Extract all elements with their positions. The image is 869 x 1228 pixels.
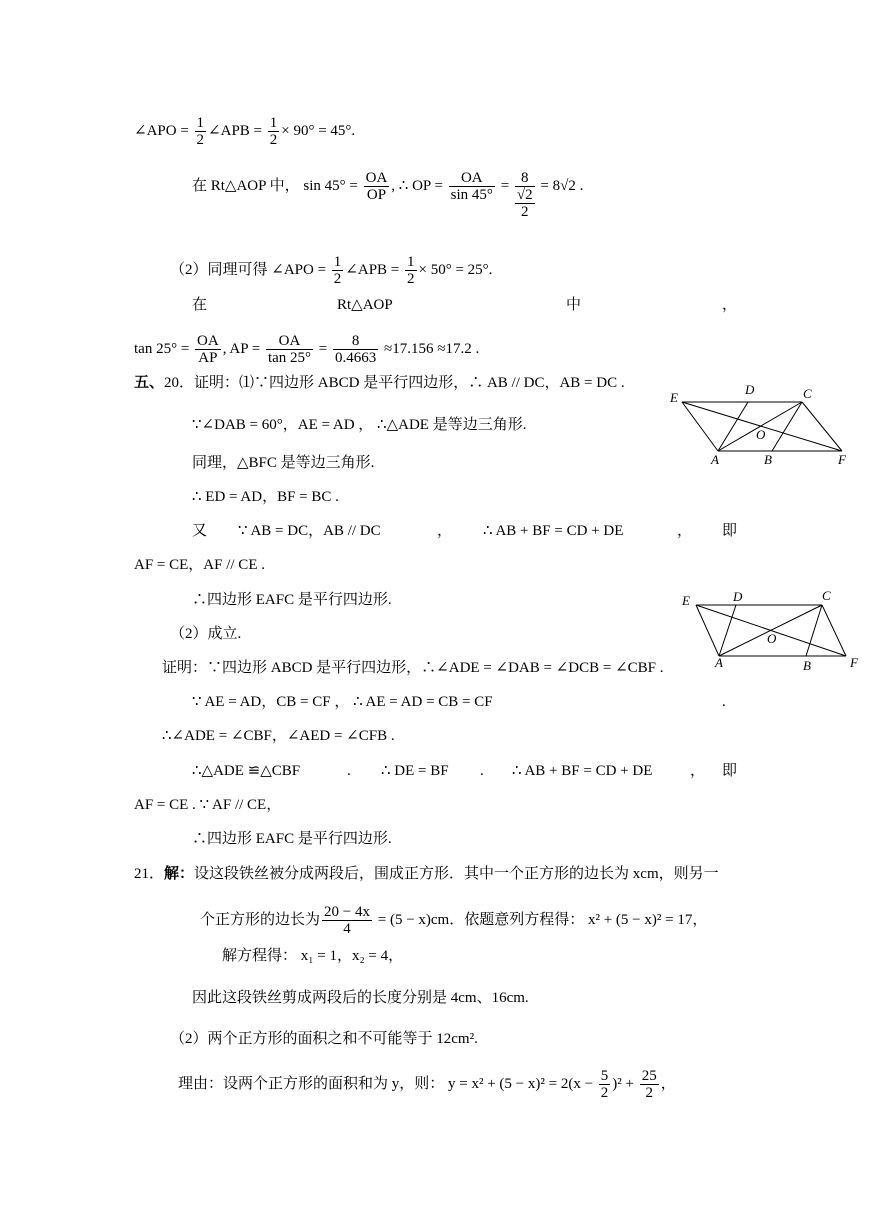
text: = (496, 177, 513, 194)
numerator: 1 (407, 254, 415, 270)
fraction (449, 170, 495, 203)
text: ∴ ED = AD，BF = BC . (192, 489, 339, 505)
text: 20．证明：⑴∵四边形 ABCD 是平行四边形，∴ AB // DC，AB = DC . (164, 375, 625, 391)
text: ∴ AB + BF = CD + DE (483, 523, 624, 539)
fraction (268, 115, 280, 148)
text: ∠APB = (345, 261, 404, 278)
denominator-denominator: 2 (521, 204, 529, 220)
denominator: 4 (343, 921, 351, 937)
numerator: OA (197, 333, 219, 349)
text: ， (437, 523, 453, 539)
label-e: E (682, 593, 690, 608)
denominator: OP (366, 187, 387, 203)
label-a: A (711, 452, 719, 467)
denominator: 2 (333, 271, 342, 287)
numerator: 1 (269, 115, 278, 131)
text: ， (690, 763, 706, 779)
text: = (315, 340, 332, 357)
denominator: tan 25° (267, 350, 312, 366)
text: 设这段铁丝被分成两段后，围成正方形．其中一个正方形的边长为 xcm，则另一 (194, 866, 719, 882)
text-in: 在 (192, 297, 208, 313)
text-rt-aop: Rt△AOP (337, 297, 393, 313)
fraction (332, 254, 344, 287)
fraction (405, 254, 417, 287)
equation-op-value (192, 170, 583, 220)
parallelogram-figure-2 (674, 585, 869, 675)
text: AF = CE . ∵ AF // CE， (134, 797, 282, 813)
text: , AP = (222, 340, 264, 357)
parallelogram-figure-1 (660, 380, 860, 470)
label-c: C (803, 386, 812, 401)
text: × 50° = 25°. (418, 261, 493, 278)
text: ≈17.156 ≈17.2 . (380, 340, 480, 357)
text: 因此这段铁丝剪成两段后的长度分别是 4cm、16cm. (192, 990, 529, 1006)
text: ∴∠ADE = ∠CBF，∠AED = ∠CFB . (162, 728, 395, 744)
numerator: 20 − 4x (324, 904, 370, 920)
section-heading: 五、 (134, 375, 165, 391)
text: . (722, 694, 726, 710)
label-d: D (733, 589, 743, 604)
text: ∠APB = (208, 122, 266, 139)
text: （2）同理可得 ∠APO = (170, 261, 330, 278)
fraction (640, 1068, 659, 1101)
text: 又 (192, 523, 208, 539)
numerator: OA (266, 333, 313, 350)
label-b: B (803, 658, 811, 673)
label-o: O (767, 631, 777, 646)
label-a: A (715, 655, 723, 670)
denominator: 2 (269, 132, 278, 148)
denominator: AP (198, 350, 218, 366)
text: tan 25° = (134, 340, 194, 357)
fraction (599, 1068, 611, 1101)
text: ∴四边形 EAFC 是平行四边形. (192, 592, 392, 608)
equation-apo-half-apb (134, 115, 355, 148)
label-e: E (670, 390, 678, 405)
text: ∴△ADE ≌△CBF (192, 763, 301, 779)
segment-ae (696, 605, 719, 656)
denominator: 2 (196, 132, 205, 148)
label-f: F (850, 655, 858, 670)
numerator: 1 (196, 115, 205, 131)
compound-fraction (515, 170, 535, 220)
equation-area-sum (178, 1068, 676, 1101)
text: 同理，△BFC 是等边三角形. (192, 455, 375, 471)
equation-ap-value (134, 333, 479, 366)
proof-20-start (134, 373, 625, 393)
text: = (5 − x)cm．依题意列方程得： x² + (5 − x)² = 17， (373, 911, 708, 928)
denominator: 0.4663 (335, 350, 377, 366)
numerator: 25 (641, 1068, 657, 1084)
fraction (195, 333, 221, 366)
numerator: 5 (600, 1068, 609, 1084)
fraction (333, 333, 378, 366)
segment-bc (772, 402, 802, 451)
text: ∵ AB = DC，AB // DC (238, 523, 381, 539)
text: （2）成立. (170, 626, 242, 642)
label-c: C (822, 588, 831, 603)
question-number: 21． (134, 866, 165, 882)
text: × 90° = 45°. (281, 122, 356, 139)
segment-cf (802, 402, 842, 451)
numerator: 8 (333, 333, 378, 350)
text: 即 (722, 523, 738, 539)
text: ， (677, 523, 693, 539)
fraction (195, 115, 207, 148)
label-d: D (745, 382, 755, 397)
text: ∠APO = (134, 122, 193, 139)
text: 个正方形的边长为 (200, 911, 321, 928)
text-comma: ， (722, 297, 738, 313)
text: 理由：设两个正方形的面积和为 y，则： y = x² + (5 − x)² = 2(x − (178, 1075, 597, 1092)
fraction (266, 333, 313, 366)
segment-cf (822, 605, 846, 656)
segment-ad (718, 402, 748, 451)
text: （2）两个正方形的面积之和不可能等于 12cm². (170, 1031, 478, 1047)
numerator: OA (365, 170, 388, 186)
equation-side-length (200, 904, 707, 937)
text: ∴ DE = BF (381, 763, 449, 779)
text: ∵∠DAB = 60°，AE = AD ， ∴△ADE 是等边三角形. (192, 417, 527, 433)
text: , ∴ OP = (391, 177, 447, 194)
segment-bc (806, 605, 822, 656)
text: ∴四边形 EAFC 是平行四边形. (192, 831, 392, 847)
text: 即 (722, 763, 738, 779)
solution-21-start (134, 864, 719, 884)
fraction (322, 904, 372, 937)
denominator: sin 45° (450, 187, 493, 203)
text: 解方程得： x₁ = 1，x₂ = 4， (222, 948, 404, 964)
denominator: 2 (645, 1085, 653, 1101)
text: ， (660, 1075, 676, 1092)
denominator: 2 (407, 271, 415, 287)
numerator: 8 (515, 170, 535, 187)
label-o: O (756, 427, 766, 442)
denominator: 2 (600, 1085, 609, 1101)
numerator: 1 (333, 254, 342, 270)
label-f: F (838, 452, 846, 467)
text: . (480, 763, 484, 779)
fraction (364, 170, 390, 203)
text-zhong: 中 (566, 297, 582, 313)
text: = 8√2 . (536, 177, 584, 194)
segment-ae (682, 402, 718, 451)
text: AF = CE，AF // CE . (134, 557, 265, 573)
label-b: B (764, 452, 772, 467)
text: )² + (612, 1075, 638, 1092)
text: 在 Rt△AOP 中， sin 45° = (192, 177, 362, 194)
denominator-numerator: √2 (516, 187, 533, 203)
equation-apo-25 (170, 254, 492, 287)
numerator: OA (449, 170, 495, 187)
text: ∴ AB + BF = CD + DE (512, 763, 653, 779)
text: . (347, 763, 351, 779)
text: ∵ AE = AD，CB = CF ， ∴ AE = AD = CB = CF (192, 694, 493, 710)
solution-label: 解： (164, 866, 195, 882)
text: 证明：∵四边形 ABCD 是平行四边形，∴∠ADE = ∠DAB = ∠DCB = ∠CBF . (162, 660, 664, 676)
